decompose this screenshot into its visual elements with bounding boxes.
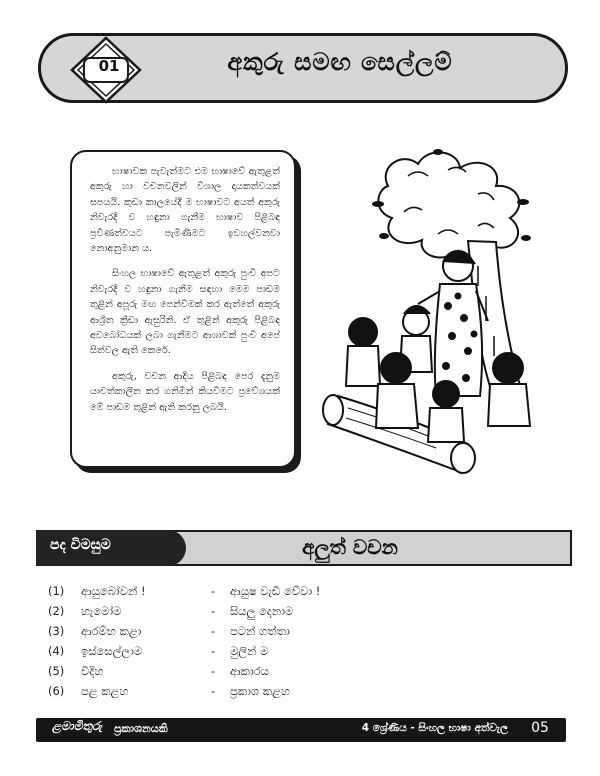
- vocab-row: [48, 584, 468, 604]
- vocab-meaning: ආකාරය: [230, 664, 269, 678]
- vocab-word: ආරම්භ කළා: [81, 624, 142, 638]
- vocab-row: [48, 624, 468, 644]
- vocab-row: [48, 684, 468, 704]
- vocab-row: [48, 644, 468, 664]
- intro-text-box: [70, 150, 296, 468]
- vocab-meaning: පටන් ගත්තා: [230, 624, 290, 638]
- vocab-number: (6): [48, 684, 65, 698]
- vocab-word: පළ කළහ: [81, 684, 129, 698]
- vocab-separator: -: [211, 664, 216, 678]
- page-title: අකුරු සමඟ සෙල්ලම්: [227, 48, 453, 76]
- vocab-separator: -: [211, 684, 216, 698]
- vocab-number: (2): [48, 604, 65, 618]
- vocab-meaning: මුලින් ම: [230, 644, 269, 658]
- intro-paragraph-2: සිංහල භාෂාවේ ඇතුළත් අකුරු පුංචි අපට නිවැරදි ව හඳුනා ගැනීම සඳහා මෙම පාඩම තුළින් අපූරු මඟ පෙන්වීමක් කර ඇත්තේ අකුරු ආශ්‍රිත ක්‍රීඩා ඇසුරිනි. ඒ තුළින් අකුරු පිළිබඳ අවබෝධයක් ලබා ගැනීමට ආශාවක් පුංචි අපේ සිත්වල ඇති කෙරේ.: [90, 268, 280, 357]
- teacher-children-illustration: [318, 146, 564, 476]
- vocab-separator: -: [211, 584, 216, 598]
- lesson-number: 01: [98, 57, 120, 75]
- vocab-number: (4): [48, 644, 65, 658]
- vocab-separator: -: [211, 624, 216, 638]
- vocab-number: (3): [48, 624, 65, 638]
- vocab-row: [48, 604, 468, 624]
- publisher-logo: ළමාමිතුරු: [52, 719, 103, 733]
- section-tab-label: පද විමසුම: [50, 537, 111, 553]
- vocab-meaning: ආයුෂ වැඩී වේවා !: [230, 584, 321, 598]
- page-number: 05: [531, 720, 549, 736]
- vocab-number: (1): [48, 584, 65, 598]
- section-title: අලුත් වචන: [302, 535, 398, 559]
- vocab-word: විදිහ: [81, 664, 104, 678]
- vocab-number: (5): [48, 664, 65, 678]
- intro-paragraph-3: අකුරු, වචන ආදිය පිළිබඳ පෙර දැනුම යාවත්කාලීන කර ගනිමින් කියවීමට ප්‍රවේශයක් මේ පාඩම තුළින් ඇති කරනු ලබයි.: [90, 370, 280, 413]
- vocab-separator: -: [211, 644, 216, 658]
- publisher-label: ප්‍රකාශනයකි: [114, 722, 168, 735]
- vocab-word: හැමෝම: [81, 604, 122, 618]
- book-title: 4 ශ්‍රේණිය - සිංහල භාෂා අත්වැල: [361, 722, 508, 734]
- vocab-word: ආයුබෝවන් !: [81, 584, 146, 598]
- vocab-meaning: ප්‍රකාශ කළහ: [230, 684, 290, 698]
- intro-paragraph-1: භාෂාවක පැවැත්මට එම භාෂාවේ ඇතුළත් අකුරු හා වචනවලින් විශාල දායකත්වයක් සපයයි. කුඩා කාලයේදී ම භාෂාවට අයත් අකුරු නිවැරදි ව හඳුනා ගැනීම භාෂාව පිළිබඳ ප්‍රවීණත්වයට පැමිණීමට ඉවහල්වනවා නොඅනුමාන ය.: [90, 166, 280, 255]
- vocab-meaning: සියලු දෙනාම: [230, 604, 294, 618]
- vocab-row: [48, 664, 468, 684]
- vocab-list: [48, 584, 468, 704]
- vocab-separator: -: [211, 604, 216, 618]
- vocab-word: ඉස්සෙල්ලාම: [81, 644, 143, 658]
